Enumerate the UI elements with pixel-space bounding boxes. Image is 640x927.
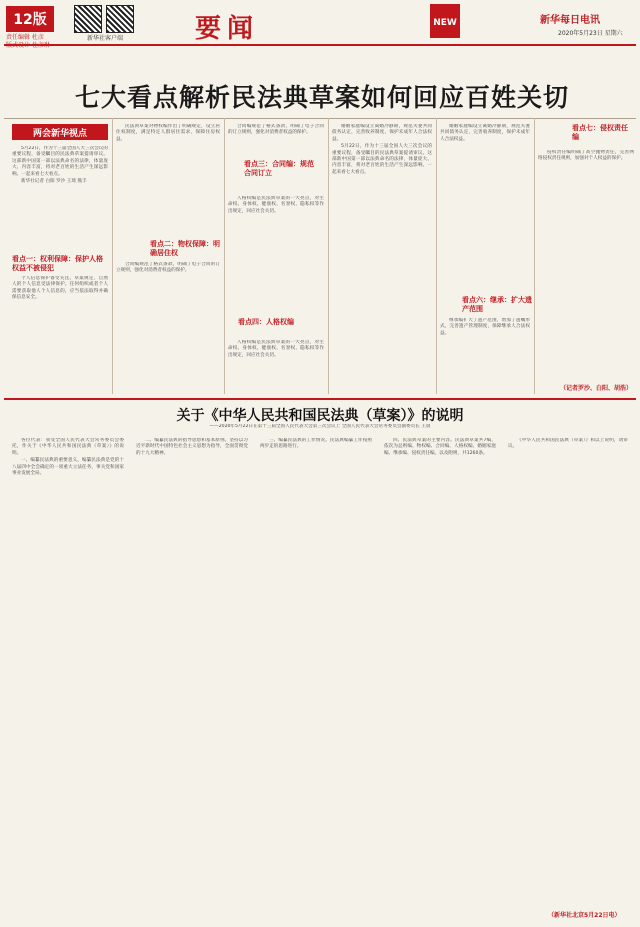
subhead: 看点四：人格权编 [238, 318, 294, 326]
end-mark: （新华社北京5月22日电） [548, 912, 621, 919]
article-column [136, 438, 248, 918]
article-column [116, 124, 220, 234]
section-title: 要闻 [195, 14, 260, 44]
article-column [116, 262, 220, 390]
subhead: 看点七：侵权责任编 [572, 124, 628, 141]
paragraph: 二、编纂民法典的指导思想和基本原则。坚持以习近平新时代中国特色社会主义思想为指导，全面贯彻党的十九大精神。 [136, 438, 248, 456]
paragraph: 一、编纂民法典的重要意义。编纂民法典是党的十八届四中全会确定的一项重大立法任务，事关党和国家事业发展全局。 [12, 458, 124, 477]
paragraph: 继承编扩大了遗产范围，增加了遗嘱形式，完善遗产管理制度，保障继承人合法权益。 [440, 318, 530, 336]
paragraph: 各位代表：我受全国人民代表大会常务委员会委托，作关于《中华人民共和国民法典（草案）》的说明。 [12, 438, 124, 456]
paragraph: 婚姻家庭编设立离婚冷静期，规范夫妻共同债务认定，完善收养制度，保护未成年人合法权益。 [332, 124, 432, 142]
subhead: 看点三：合同编：规范合同订立 [244, 160, 314, 177]
article-column [538, 150, 634, 380]
subhead: 看点六：继承：扩大遗产范围 [462, 296, 532, 313]
article-column [12, 276, 108, 391]
subtitle-line: 全国人民代表大会常务委员会副委员长 王晨 [341, 424, 431, 429]
paragraph: 《中华人民共和国民法典（草案）》和以上说明，请审议。 [508, 438, 628, 450]
paragraph: 人格权编是民法典草案的一大亮点，对生命权、身体权、健康权、名誉权、隐私权等作出规定，回应社会关切。 [228, 340, 324, 358]
article-column [12, 146, 108, 246]
qr-caption: 新华社客户端 [86, 35, 123, 42]
paragraph: 侵权责任编明确了高空抛物责任，完善网络侵权责任规则，加强对个人权益的保护。 [538, 150, 634, 162]
editor-line: 责任编辑 杜彦 [6, 34, 44, 41]
paragraph: 婚姻家庭编设立离婚冷静期，规范夫妻共同债务认定，完善收养制度，保护未成年人合法权益。 [440, 124, 530, 142]
paper-name: 新华每日电讯 [540, 15, 600, 26]
article-column [332, 124, 432, 390]
paragraph: 民法典草案对物权编作出了明确规定，设立居住权制度，满足特定人群居住需求，保障住房权益。 [116, 124, 220, 142]
logo-text: NEW [433, 18, 457, 28]
article-column [228, 340, 324, 392]
paragraph: 三、编纂民法典的工作情况。民法典编纂工作按照两步走的思路进行。 [260, 438, 372, 450]
article-column [228, 124, 324, 158]
divider [4, 398, 636, 400]
article-column [12, 438, 124, 918]
paragraph: 人格权编是民法典草案的一大亮点，对生命权、身体权、健康权、名誉权、隐私权等作出规定，回应社会关切。 [228, 196, 324, 214]
date-line: 2020年5月23日 星期六 [558, 30, 623, 37]
column-rule [436, 118, 437, 394]
credit-line: （记者罗沙、白阳、胡浩） [560, 385, 633, 392]
page-number: 12版 [6, 6, 54, 32]
qr-code-icon[interactable] [74, 5, 102, 33]
subtitle-line: ——2020年5月22日在第十三届全国人民代表大会第三次会议上 [209, 424, 341, 429]
column-rule [534, 118, 535, 394]
article-column [440, 318, 530, 390]
editor-credits [6, 34, 66, 50]
article-column [440, 124, 530, 284]
column-rule [224, 118, 225, 394]
article-column [228, 196, 324, 316]
main-headline: 七大看点解析民法典草案如何回应百姓关切 [74, 83, 569, 112]
xinhua-logo-icon [430, 4, 460, 38]
subhead: 看点一：权利保障：保护人格权益不被侵犯 [12, 255, 103, 272]
paragraph: 四、民法典草案的主要内容。民法典草案共7编，依次为总则编、物权编、合同编、人格权编、婚姻家庭编、继承编、侵权责任编，以及附则，共1260条。 [384, 438, 496, 456]
article-column [508, 438, 628, 908]
byline: 新华社记者 白阳 罗沙 王琦 熊丰 [21, 179, 87, 185]
header-rule [4, 44, 636, 46]
paragraph: 5月22日，作为十三届全国人大三次会议的重要议程，备受瞩目的民法典草案提请审议。这部新中国第一部以法典命名的法律，体量庞大、内容丰富，将对老百姓的生活产生深远影响。一起来看七大看点。 [332, 144, 432, 175]
article-column [384, 438, 496, 918]
column-rule [112, 118, 113, 394]
paragraph: 合同编规范了格式条款，明确了电子合同的订立规则，强化对消费者权益的保护。 [228, 124, 324, 136]
column-rule [328, 118, 329, 394]
paragraph: 5月22日，作为十三届全国人大三次会议的重要议程，备受瞩目的民法典草案提请审议。这部新中国第一部以法典命名的法律，体量庞大、内容丰富，将对老百姓的生活产生深远影响。一起来看七大看点。 [12, 146, 108, 177]
article-column [260, 438, 372, 918]
subhead: 看点二：物权保障：明确居住权 [150, 240, 220, 257]
paragraph: 合同编规范了格式条款，明确了电子合同的订立规则，强化对消费者权益的保护。 [116, 262, 220, 274]
divider [4, 118, 636, 119]
column-tag: 两会新华视点 [12, 124, 108, 140]
explanation-subtitle [12, 424, 628, 432]
explanation-title: 关于《中华人民共和国民法典（草案）》的说明 [176, 408, 464, 424]
qr-code-icon[interactable] [106, 5, 134, 33]
paragraph: 个人信息保护备受关注。草案规定，自然人的个人信息受法律保护。任何组织或者个人需要获取他人个人信息的，应当依法取得并确保信息安全。 [12, 276, 108, 301]
